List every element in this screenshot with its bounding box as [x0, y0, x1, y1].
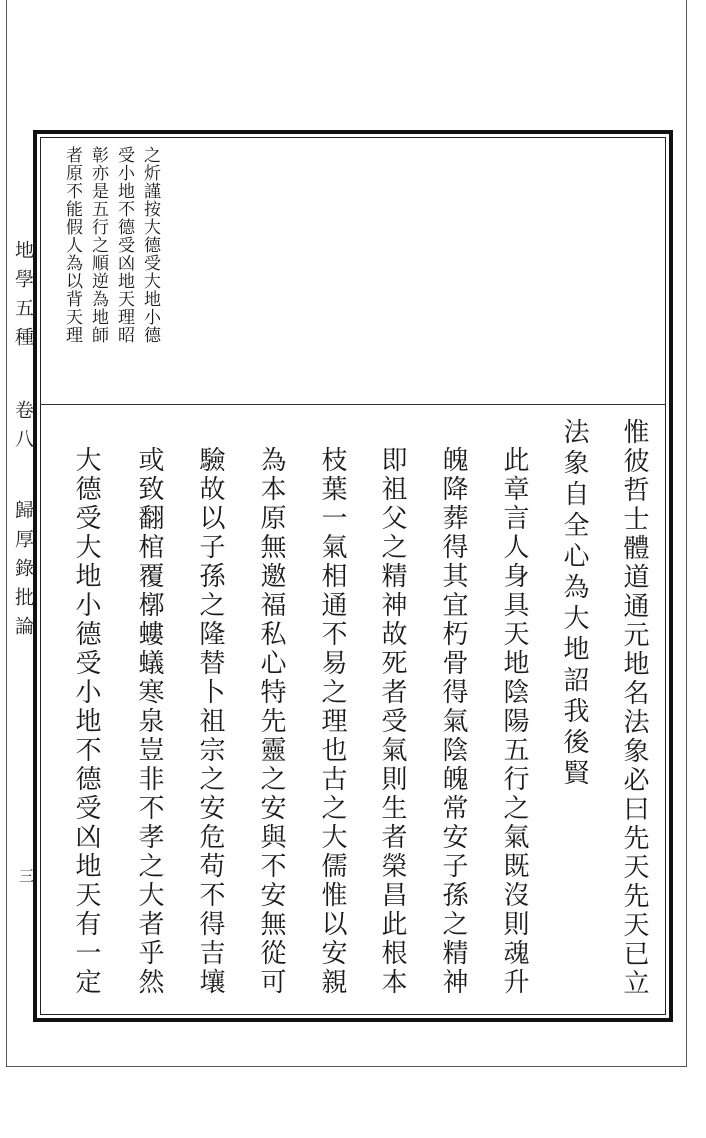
page-edge-bottom — [6, 1066, 687, 1067]
main-text-column: 法象自全心為大地詔我後賢 — [559, 418, 589, 790]
main-text-column: 為本原無邀福私心特先靈之安與不安無從可 — [256, 446, 286, 997]
page-edge-right — [686, 0, 687, 1066]
volume-label: 卷八 — [12, 400, 34, 458]
commentary-column: 者原不能假人為以背天理 — [62, 146, 82, 344]
page-edge-left — [6, 0, 7, 1066]
main-text-column: 驗故以子孫之隆替卜祖宗之安危苟不得吉壤 — [195, 446, 225, 997]
page-number: 三 — [17, 868, 35, 883]
commentary-column: 之炘謹按大德受大地小德 — [140, 146, 160, 344]
main-text-column: 魄降葬得其宜朽骨得氣陰魄常安子孫之精神 — [438, 446, 468, 997]
main-text-column: 大德受大地小德受小地不德受凶地天有一定 — [71, 446, 101, 997]
main-text-column: 或致翻棺覆槨螻蟻寒泉豈非不孝之大者乎然 — [134, 446, 164, 997]
commentary-column: 彰亦是五行之順逆為地師 — [88, 146, 108, 344]
main-text-column: 枝葉一氣相通不易之理也古之大儒惟以安親 — [317, 446, 347, 997]
main-text-column: 即祖父之精神故死者受氣則生者榮昌此根本 — [377, 446, 407, 997]
main-text-column: 惟彼哲士體道通元地名法象必曰先天先天已立 — [619, 418, 649, 998]
book-title: 地學五種 — [12, 240, 34, 356]
commentary-column: 受小地不德受凶地天理昭 — [114, 146, 134, 344]
section-title: 歸厚錄批論 — [12, 500, 34, 645]
commentary-divider — [40, 404, 666, 405]
main-text-column: 此章言人身具天地陰陽五行之氣既沒則魂升 — [499, 446, 529, 997]
